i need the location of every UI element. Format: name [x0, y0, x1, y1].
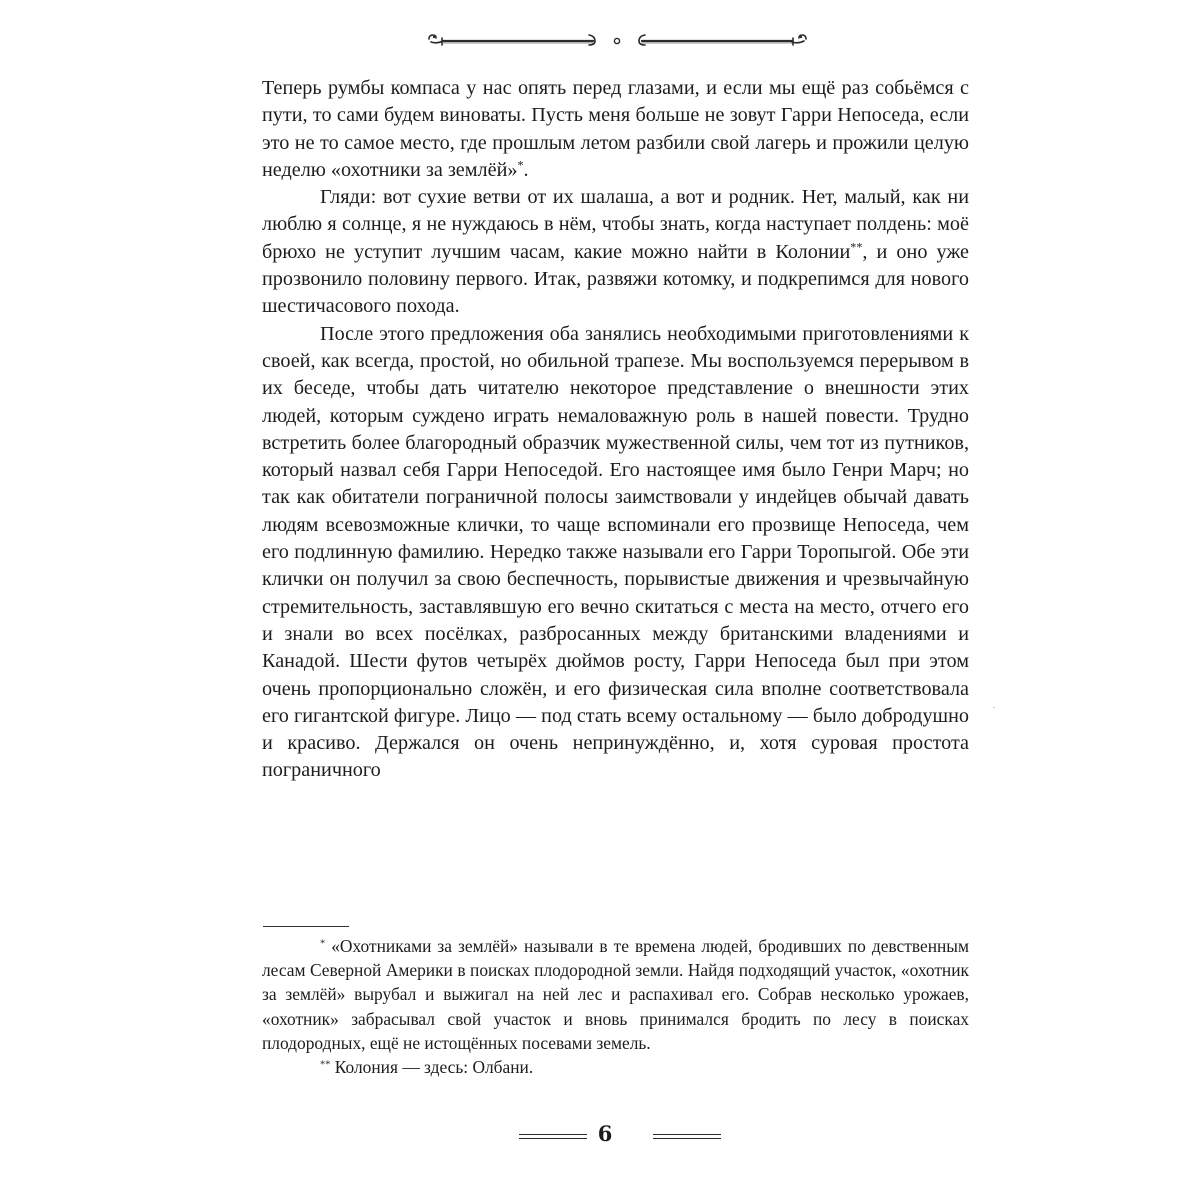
paragraph-text: Гляди: вот сухие ветви от их шалаша, а вот и родник. Нет, малый, как ни люблю я солнце, я не нуждаюсь в нём, чтобы знать, когда наступает полдень: моё брюхо не уступит лучшим часам, какие можно найти в Колонии — [262, 186, 969, 263]
decorative-scroll-rule-icon — [425, 30, 810, 50]
footnote-mark: * — [320, 938, 326, 950]
paragraph-1 — [262, 75, 969, 184]
footnote-1 — [262, 934, 969, 1055]
footnote-reference[interactable]: * — [517, 158, 524, 173]
footnote-divider — [263, 926, 349, 927]
page-number: 6 — [597, 1121, 613, 1146]
footnotes — [262, 934, 969, 1079]
paragraph-text: . — [523, 158, 529, 181]
footnote-mark: ** — [320, 1059, 331, 1071]
paragraph-2 — [262, 184, 969, 320]
paragraph-text: , и оно уже прозвонило половину первого. Итак, развяжи котомку, и подкрепимся для нового шестичасового похода. — [262, 240, 969, 318]
scan-speck — [993, 707, 995, 708]
footnote-2 — [262, 1055, 969, 1079]
footnote-text: «Охотниками за землёй» называли в те времена людей, бродивших по девственным лесам Северной Америки в поисках плодородной земли. Найдя подходящий участок, «охотник за землёй» вырубал и выжигал на ней лес и распахивал его. Собрав несколько урожаев, «охотник» забрасывал свой участок и вновь принимался бродить по лесу в поисках плодородных, ещё не истощённых посевами земель. — [262, 936, 969, 1053]
footnote-reference[interactable]: ** — [850, 240, 863, 255]
body-text — [262, 75, 969, 785]
paragraph-3: После этого предложения оба занялись необходимыми приготовлениями к своей, как всегда, простой, но обильной трапезе. Мы воспользуемся перерывом в их беседе, чтобы дать читателю некоторое представление о внешности этих людей, которым суждено играть немаловажную роль в нашей повести. Трудно встретить более благородный образчик мужественной силы, чем тот из путников, который назвал себя Гарри Непоседой. Его настоящее имя было Генри Марч; но так как обитатели пограничной полосы заимствовали у индейцев обычай давать людям всевозможные клички, то чаще вспоминали его прозвище Непоседа, чем его подлинную фамилию. Нередко также называли его Гарри Торопыгой. Обе эти клички он получил за свою беспечность, порывистые движения и чрезвычайную стремительность, заставлявшую его вечно скитаться с места на место, отчего его и знали во всех посёлках, разбросанных между британскими владениями и Канадой. Шести футов четырёх дюймов росту, Гарри Непоседа был при этом очень пропорционально сложён, и его физическая сила вполне соответствовала его гигантской фигуре. Лицо — под стать всему остальному — было добродушно и красиво. Держался он очень непринуждённо, и, хотя суровая простота пограничного — [262, 322, 969, 782]
page-footer — [470, 1110, 740, 1160]
footnote-text: Колония — здесь: Олбани. — [330, 1057, 534, 1078]
paragraph-text: Теперь румбы компаса у нас опять перед глазами, и если мы ещё раз собьёмся с пути, то сами будем виноваты. Пусть меня больше не зовут Гарри Непоседа, если это не то самое место, где прошлым летом разбили свой лагерь и прожили целую неделю «охотники за землёй» — [262, 77, 969, 181]
double-rule-icon — [653, 1134, 721, 1139]
